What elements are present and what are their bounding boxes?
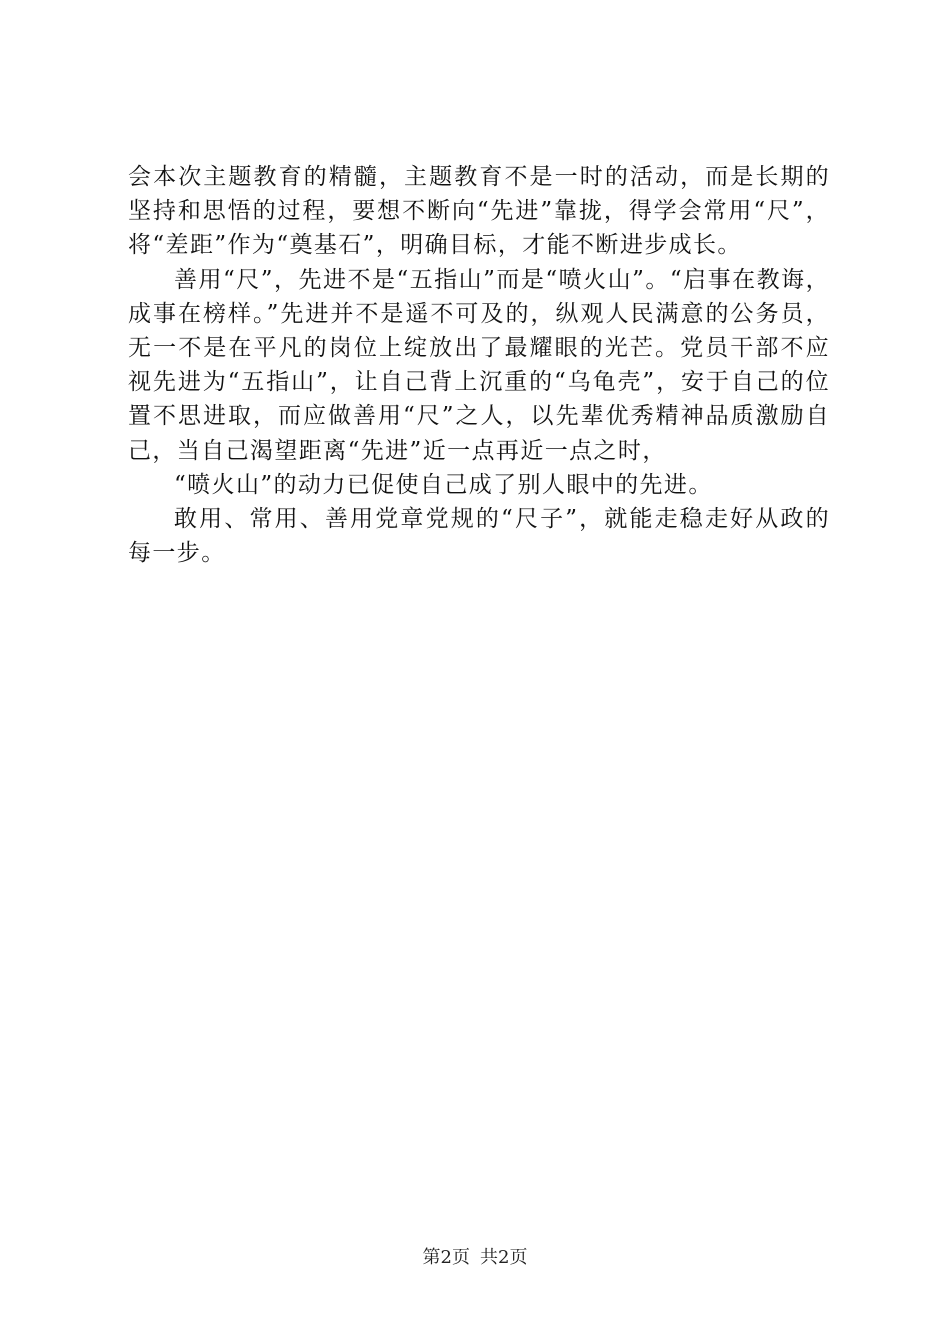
paragraph-4: 敢用、常用、善用党章党规的“尺子”，就能走稳走好从政的每一步。: [128, 506, 830, 567]
page-number: 第2页: [422, 1247, 470, 1268]
paragraph-2: 善用“尺”，先进不是“五指山”而是“喷火山”。“启事在教诲，成事在榜样。”先进并不是遥不可及的，纵观人民满意的公务员，无一不是在平凡的岗位上绽放出了最耀眼的光芒。党员干部不应视先进为“五指山”，让自己背上沉重的“乌龟壳”，安于自己的位置不思进取，而应做善用“尺”之人，以先辈优秀精神品质激励自己，当自己渴望距离“先进”近一点再近一点之时，: [128, 266, 830, 464]
paragraph-1: 会本次主题教育的精髓，主题教育不是一时的活动，而是长期的坚持和思悟的过程，要想不断向“先进”靠拢，得学会常用“尺”，将“差距”作为“奠基石”，明确目标，才能不断进步成长。: [128, 164, 830, 259]
paragraph-3: “喷火山”的动力已促使自己成了别人眼中的先进。: [174, 471, 713, 498]
page-total: 共2页: [480, 1247, 528, 1268]
document-body: [128, 160, 830, 570]
page-footer: [0, 1243, 950, 1269]
